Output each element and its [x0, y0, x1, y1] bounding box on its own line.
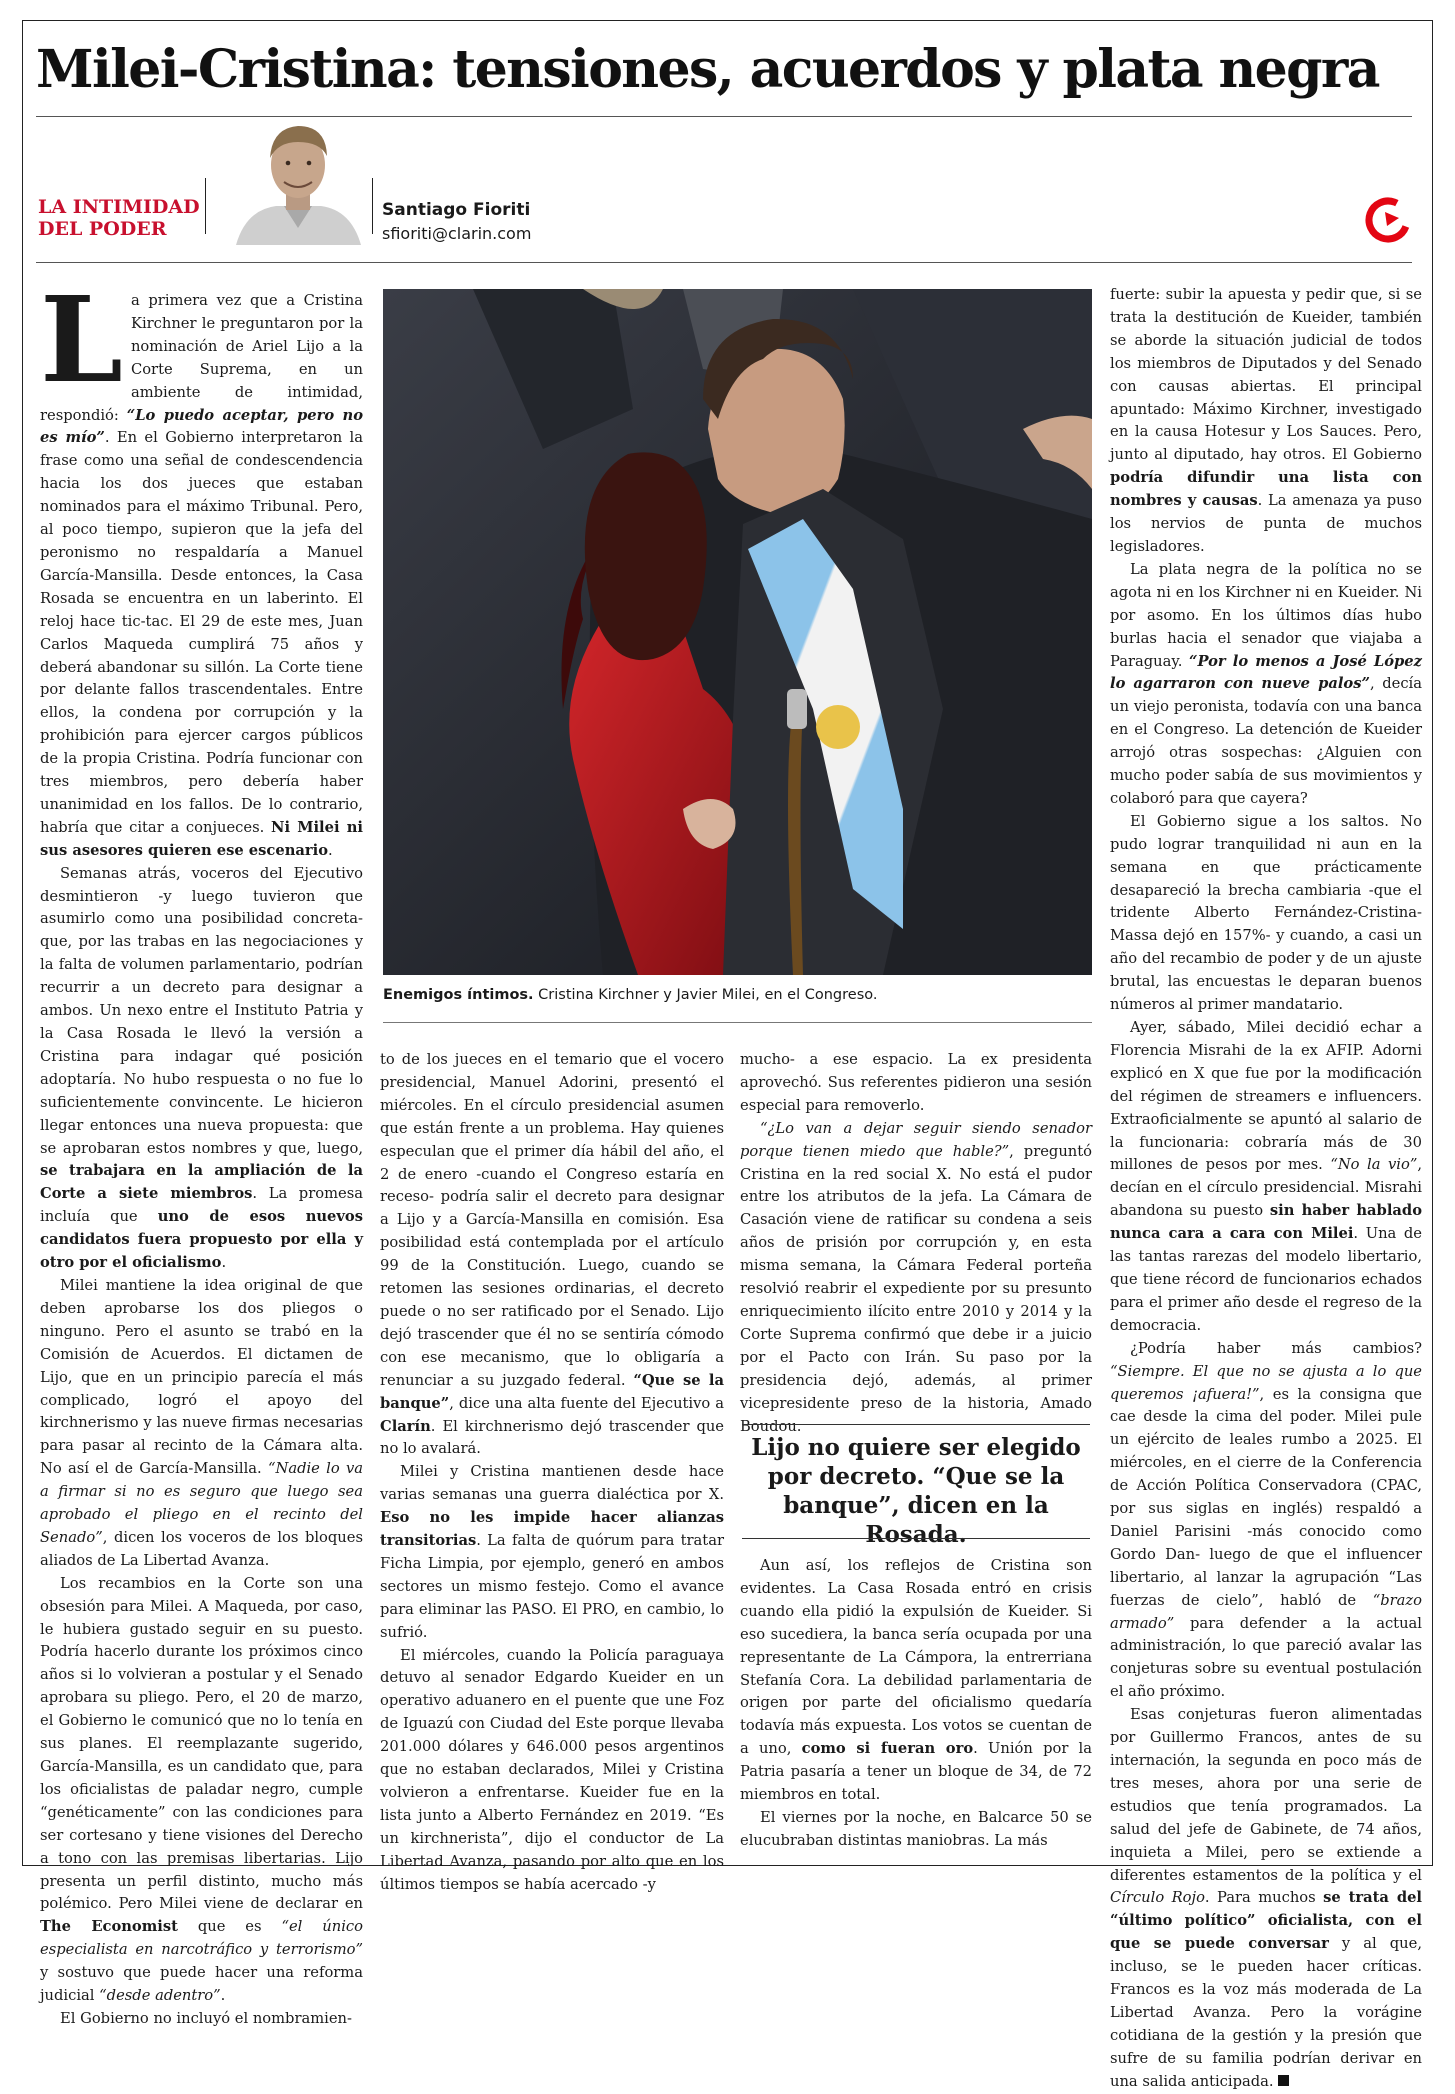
byline-divider-right — [372, 178, 373, 234]
emphasis-text: “desde adentro” — [99, 1987, 221, 2005]
body-text: La plata negra de la política no se agota ni en los Kirchner ni en Kueider. Ni por asomo. En los últimos días hubo burlas hacia el senador que viajaba a Paraguay. — [1110, 560, 1422, 670]
emphasis-text: “¿Lo van a dejar seguir siendo senador porque tienen miedo que hable?” — [740, 1119, 1092, 1160]
pullquote-rule-top — [742, 1424, 1090, 1425]
body-text: El Gobierno no incluyó el nombramien- — [60, 2009, 352, 2027]
article-paragraph — [740, 1555, 1092, 1807]
article-paragraph — [380, 1461, 724, 1644]
article-paragraph — [1110, 1338, 1422, 1705]
article-paragraph — [380, 1645, 724, 1897]
body-text: Los recambios en la Corte son una obsesión para Milei. A Maqueda, por caso, le hubiera gustado seguir en su puesto. Podría hacerlo durante los próximos cinco años si lo volvieran a postular y el Senado aprobara su pliego. Pero, el 20 de marzo, el Gobierno le comunicó que no lo tenía en sus planes. El reemplazante sugerido, García-Mansilla, es un candidato que, para los oficialistas de paladar negro, cumple “genéticamente” con las condiciones para ser cortesano y tiene visiones del Derecho a tono con las premisas libertarias. Lijo presenta un perfil distinto, mucho más polémico. Pero Milei viene de declarar en — [40, 1574, 363, 1913]
body-text: El miércoles, cuando la Policía paraguaya detuvo al senador Edgardo Kueider en un operativo aduanero en el puente que une Foz de Iguazú con Ciudad del Este porque llevaba 201.000 dólares y 646.000 pesos argentinos que no estaban declarados, Milei y Cristina volvieron a enfrentarse. Kueider fue en la lista junto a Alberto Fernández en 2019. “Es un kirchnerista”, dijo el conductor de La Libertad Avanza, pasando por alto que en los últimos tiempos se había acercado -y — [380, 1646, 724, 1893]
body-text: . La falta de quórum para tratar Ficha Limpia, por ejemplo, generó en ambos sectores un mismo festejo. Como el avance para eliminar las PASO. El PRO, en cambio, lo sufrió. — [380, 1532, 724, 1641]
emphasis-text: “Siempre. El que no se ajusta a lo que queremos ¡afuera!” — [1110, 1362, 1422, 1403]
article-paragraph — [740, 1807, 1092, 1853]
body-text: y sostuvo que puede hacer una reforma judicial — [40, 1964, 363, 2005]
section-label — [38, 196, 208, 240]
body-text: . El kirchnerismo dejó trascender que no lo avalará. — [380, 1417, 724, 1458]
body-text: . — [221, 1254, 227, 1272]
caption-rule — [383, 1022, 1092, 1023]
body-text: ¿Podría haber más cambios? — [1130, 1339, 1422, 1357]
article-column-3-top — [740, 1049, 1092, 1435]
body-text: y al que, incluso, se le pueden hacer críticas. Francos es la voz más moderada de La Libertad Avanza. Pero la vorágine cotidiana de la gestión y la presión que sufre de su familia podrían derivar en una salida anticipada. — [1110, 1935, 1423, 2090]
body-text: , preguntó Cristina en la red social X. No está el pudor entre los atributos de la jefa. La Cámara de Casación viene de ratificar su condena a seis años de prisión por corrupción y, en esta misma semana, la Cámara Federal porteña resolvió reabrir el expediente por su presunto enriquecimiento ilícito entre 2010 y 2014 y la Corte Suprema confirmó que debe ir a juicio por el Pacto con Irán. Su paso por la presidencia dejó, además, al primer vicepresidente preso de la historia, Amado Boudou. — [740, 1142, 1092, 1435]
end-mark-icon — [1278, 2075, 1289, 2086]
body-text: , decía un viejo peronista, todavía con una banca en el Congreso. La detención de Kueider arrojó otras sospechas: ¿Alguien con mucho poder sabía de sus movimientos y colaboró para que cayera? — [1110, 675, 1422, 807]
body-text: . Una de las tantas rarezas del modelo libertario, que tiene récord de funcionarios echados para el primer año desde el regreso de la democracia. — [1110, 1225, 1422, 1334]
pullquote-rule-bottom — [742, 1538, 1090, 1539]
body-text: , dicen los voceros de los bloques aliados de La Libertad Avanza. — [40, 1528, 363, 1569]
article-paragraph — [740, 1049, 1092, 1118]
body-text: , es la consigna que cae desde la cima del poder. Milei pule un ejército de leales rumbo a 2025. El miércoles, en el cierre de la Conferencia de Acción Política Conservadora (CPAC, por sus siglas en inglés) respaldó a Daniel Parisini -más conocido como Gordo Dan- luego de que el influencer libertario, al lanzar la agrupación “Las fuerzas de cielo”, habló de — [1110, 1385, 1422, 1609]
emphasis-text: se trata del “último político” oficialista, con el que se puede conversar — [1110, 1889, 1423, 1953]
body-text: . Para muchos — [1204, 1889, 1324, 1907]
drop-cap: L — [40, 270, 123, 409]
emphasis-text: Círculo Rojo — [1110, 1889, 1205, 1907]
article-column-3-bottom — [740, 1555, 1092, 1855]
clarin-logo-icon — [1365, 196, 1413, 242]
article-column-1 — [40, 270, 364, 2027]
emphasis-text: “brazo armado” — [1110, 1591, 1422, 1632]
emphasis-text: Eso no les impide hacer alianzas transitorias — [380, 1509, 724, 1550]
author-portrait — [226, 110, 371, 245]
article-photo — [383, 289, 1092, 975]
article-paragraph — [1110, 811, 1422, 1017]
body-text: , dice una alta fuente del Ejecutivo a — [449, 1394, 724, 1412]
body-text: Milei y Cristina mantienen desde hace varias semanas una guerra dialéctica por X. — [380, 1463, 724, 1504]
pullquote: Lijo no quiere ser elegido por decreto. “Que se la banque”, dicen en la Rosada. — [751, 1434, 1081, 1548]
emphasis-text: “el único especialista en narcotráfico y terrorismo” — [40, 1918, 363, 1959]
article-column-4 — [1110, 284, 1423, 2090]
body-text: . — [220, 1987, 226, 2005]
body-text: Milei mantiene la idea original de que deben aprobarse los dos pliegos o ninguno. Pero el asunto se trabó en la Comisión de Acuerdos. El dictamen de Lijo, que en un principio parecía el más complicado, logró el apoyo del kirchnerismo y las nueve firmas necesarias para pasar al recinto de la Cámara alta. No así el de García-Mansilla. — [40, 1276, 363, 1478]
body-text: Aun así, los reflejos de Cristina son evidentes. La Casa Rosada entró en crisis cuando ella pidió la expulsión de Kueider. Si eso sucediera, la banca sería ocupada por una representante de La Cámpora, la entrerriana Stefanía Cora. La debilidad parlamentaria de origen por parte del oficialismo quedaría todavía más expuesta. Los votos se cuentan de a uno, — [740, 1557, 1092, 1758]
photo-caption-text: Cristina Kirchner y Javier Milei, en el Congreso. — [533, 987, 878, 1003]
body-text: Ayer, sábado, Milei decidió echar a Florencia Misrahi de la ex AFIP. Adorni explicó en X que fue por la modificación del régimen de streamers e influencers. Extraoficialmente se apuntó al salario de la funcionaria: cobraría más de 30 millones de pesos por mes. — [1110, 1019, 1422, 1174]
emphasis-text: “Que se la banque” — [380, 1371, 725, 1412]
emphasis-text: “Lo puedo aceptar, pero no es mío” — [40, 406, 363, 447]
article-paragraph — [40, 270, 363, 863]
emphasis-text: “Nadie lo va a firmar si no es seguro que luego sea aprobado el pliego en el recinto del Senado” — [40, 1460, 364, 1546]
article-paragraph — [40, 1573, 363, 2008]
article-paragraph — [40, 2008, 363, 2031]
photo-caption — [383, 987, 1092, 1003]
article-column-2 — [380, 1049, 725, 1893]
body-text: El Gobierno sigue a los saltos. No pudo lograr tranquilidad ni aun en la semana en que prácticamente desapareció la brecha cambiaria -que el tridente Alberto Fernández-Cristina-Massa dejó en 157%- y cuando, a casi un año del recambio de poder y de un ajuste brutal, las encuestas le deparan buenos números al primer mandatario. — [1110, 812, 1422, 1014]
body-text: El viernes por la noche, en Balcarce 50 se elucubraban distintas maniobras. La más — [740, 1808, 1092, 1849]
body-text: mucho- a ese espacio. La ex presidenta aprovechó. Sus referentes pidieron una sesión especial para removerlo. — [740, 1051, 1092, 1114]
article-paragraph — [1110, 284, 1422, 559]
body-text: . En el Gobierno interpretaron la frase como una señal de condescendencia hacia los dos jueces que estaban nominados para el máximo Tribunal. Pero, al poco tiempo, supieron que la jefa del peronismo no respaldaría a Manuel García-Mansilla. Desde entonces, la Casa Rosada se encuentra en un laberinto. El reloj hace tic-tac. El 29 de este mes, Juan Carlos Maqueda cumplirá 75 años y deberá abandonar su sillón. La Corte tiene por delante fallos trascendentales. Entre ellos, la condena por corrupción y la prohibición para ejercer cargos públicos de la propia Cristina. Podría funcionar con tres miembros, pero debería haber unanimidad en los fallos. De lo contrario, habría que citar a conjueces. — [40, 429, 363, 836]
article-paragraph — [1110, 1704, 1422, 2093]
body-text: . Unión por la Patria pasaría a tener un bloque de 34, de 72 miembros en total. — [740, 1740, 1093, 1804]
article-paragraph — [1110, 559, 1422, 811]
section-label-line1: LA INTIMIDAD — [38, 196, 200, 218]
byline-divider-left — [205, 178, 206, 234]
body-text: , decían en el círculo presidencial. Misrahi abandona su puesto — [1110, 1156, 1423, 1220]
emphasis-text: Ni Milei ni sus asesores quieren ese escenario — [40, 818, 363, 859]
photo-caption-bold: Enemigos íntimos. — [383, 987, 534, 1003]
article-paragraph — [40, 863, 363, 1275]
article-paragraph — [40, 1275, 363, 1573]
author-email[interactable]: sfioriti@clarin.com — [382, 224, 532, 243]
body-text: para defender a la actual administración, lo que pareció avalar las conjeturas sobre su eventual postulación el año próximo. — [1110, 1614, 1422, 1701]
emphasis-text: Clarín — [380, 1417, 431, 1435]
emphasis-text: “No la vio” — [1330, 1156, 1418, 1174]
emphasis-text: podría difundir una lista con nombres y causas — [1110, 469, 1422, 510]
headline: Milei-Cristina: tensiones, acuerdos y plata negra — [36, 39, 1379, 100]
body-text: Esas conjeturas fueron alimentadas por Guillermo Francos, antes de su internación, la segunda en poco más de tres meses, ahora por una serie de estudios que tenía programados. La salud del jefe de Gabinete, de 74 años, inquieta a Milei, pero se extiende a diferentes estamentos de la política y el — [1110, 1706, 1422, 1884]
emphasis-text: como si fueran oro — [801, 1740, 974, 1758]
article-paragraph — [380, 1049, 724, 1461]
body-text: to de los jueces en el temario que el vocero presidencial, Manuel Adorini, presentó el miércoles. En el círculo presidencial asumen que están frente a un problema. Hay quienes especulan que el primer día hábil del año, el 2 de enero -cuando el Congreso estaría en receso- podría salir el decreto para designar a Lijo y a García-Mansilla en comisión. Esa posibilidad está contemplada por el artículo 99 de la Constitución. Luego, cuando se retomen las sesiones ordinarias, el decreto puede o no ser ratificado por el Senado. Lijo dejó trascender que él no se sentiría cómodo con ese mecanismo, que lo obligaría a renunciar a su juzgado federal. — [380, 1051, 724, 1389]
emphasis-text: “Por lo menos a José López lo agarraron con nueve palos” — [1110, 652, 1422, 693]
body-text: a primera vez que a Cristina Kirchner le preguntaron por la nominación de Ariel Lijo a la Corte Suprema, en un ambiente de intimidad, respondió: — [40, 292, 363, 424]
body-text: . — [328, 841, 333, 859]
emphasis-text: se trabajara en la ampliación de la Corte a siete miembros — [40, 1162, 363, 1203]
byline-rule — [36, 262, 1412, 263]
body-text: Semanas atrás, voceros del Ejecutivo desmintieron -y luego tuvieron que asumirlo como una posibilidad concreta- que, por las trabas en las negociaciones y la falta de volumen parlamentario, podrían recurrir a un decreto para designar a ambos. Un nexo entre el Instituto Patria y la Casa Rosada le llevó la versión a Cristina para indagar qué posición adoptaría. No hubo respuesta o no fue lo suficientemente convincente. Le hicieron llegar entonces una nueva propuesta: que se aprobaran estos nombres y que, luego, — [40, 864, 363, 1157]
emphasis-text: uno de esos nuevos candidatos fuera propuesto por ella y otro por el oficialismo — [40, 1208, 364, 1272]
section-label-line2: DEL PODER — [38, 218, 167, 240]
body-text: . La promesa incluía que — [40, 1185, 363, 1226]
body-text: . La amenaza ya puso los nervios de punta de muchos legisladores. — [1110, 492, 1422, 555]
author-name: Santiago Fioriti — [382, 200, 531, 220]
body-text: que es — [177, 1918, 282, 1936]
article-paragraph — [740, 1118, 1092, 1439]
body-text: fuerte: subir la apuesta y pedir que, si se trata la destitución de Kueider, también se aborde la situación judicial de todos los miembros de Diputados y del Senado con causas abiertas. El principal apuntado: Máximo Kirchner, investigado en la causa Hotesur y Los Sauces. Pero, junto al diputado, hay otros. El Gobierno — [1110, 286, 1422, 464]
emphasis-text: sin haber hablado nunca cara a cara con Milei — [1110, 1202, 1422, 1243]
emphasis-text: The Economist — [40, 1918, 178, 1936]
article-paragraph — [1110, 1017, 1422, 1338]
